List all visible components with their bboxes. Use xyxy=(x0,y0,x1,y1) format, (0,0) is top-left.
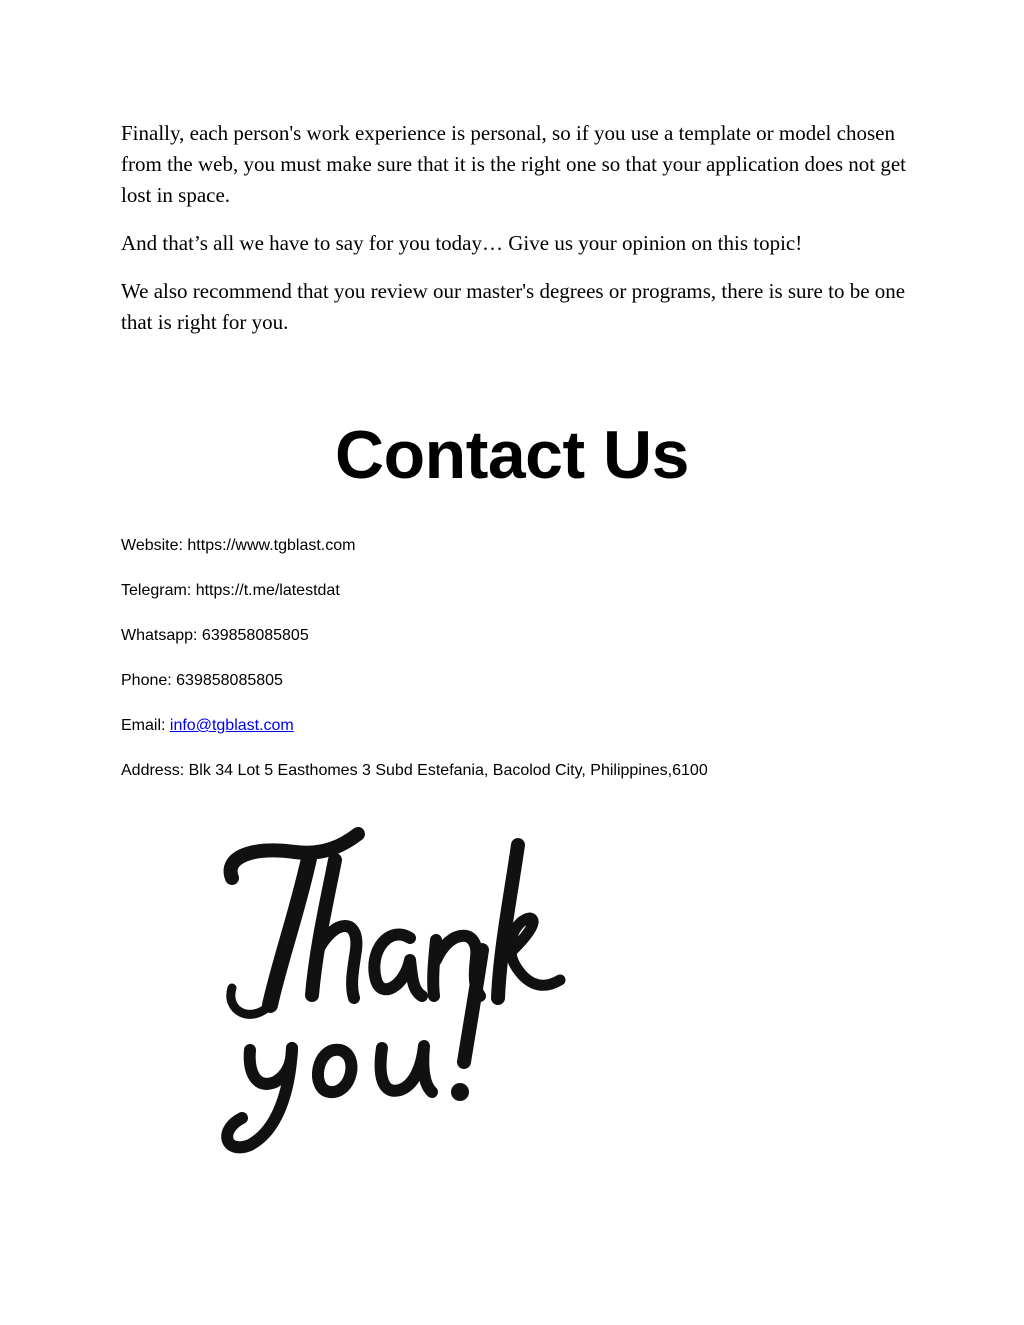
body-paragraph: And that’s all we have to say for you today… Give us your opinion on this topic! xyxy=(121,231,803,255)
contact-us-heading: Contact Us xyxy=(335,417,689,493)
email-link[interactable]: info@tgblast.com xyxy=(169,717,294,734)
contact-whatsapp: Whatsapp: 639858085805 xyxy=(121,627,309,644)
thank-you-script-art xyxy=(120,800,600,1160)
contact-address: Address: Blk 34 Lot 5 Easthomes 3 Subd Estefania, Bacolod City, Philippines,6100 xyxy=(121,762,708,779)
contact-email xyxy=(121,715,294,737)
contact-email-label: Email: xyxy=(121,717,170,734)
contact-telegram: Telegram: https://t.me/latestdat xyxy=(121,582,340,599)
contact-phone: Phone: 639858085805 xyxy=(121,672,283,689)
contact-website: Website: https://www.tgblast.com xyxy=(121,537,356,554)
thank-you-graphic xyxy=(120,800,600,1160)
body-paragraph: Finally, each person's work experience is personal, so if you use a template or model chosen from the web, you must make sure that it is the right one so that your application does not get lost in space. xyxy=(121,121,907,207)
body-paragraph: We also recommend that you review our master's degrees or programs, there is sure to be one that is right for you. xyxy=(121,279,906,334)
